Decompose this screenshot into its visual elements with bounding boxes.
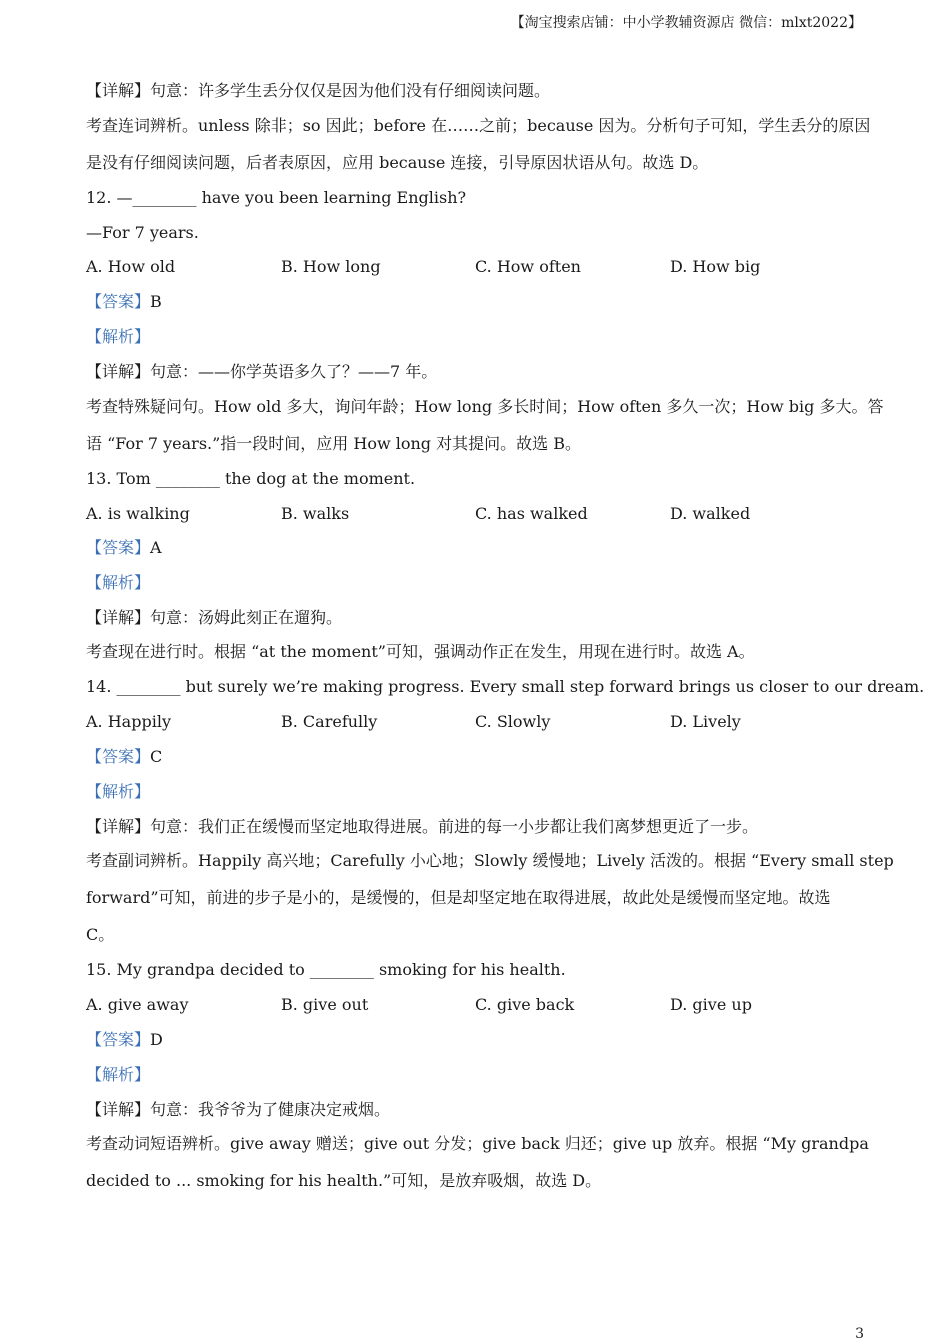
q13-stem: 13. Tom ________ the dog at the moment. xyxy=(86,469,416,488)
q15-analysis-line-2: decided to ... smoking for his health.”可知，是放弃吸烟，故选 D。 xyxy=(86,1171,602,1190)
q15-option-a: A. give away xyxy=(86,995,189,1014)
q12-detail: 【详解】句意：——你学英语多久了？——7 年。 xyxy=(86,362,438,381)
q15-answer xyxy=(86,1029,163,1051)
q12-answer xyxy=(86,291,162,313)
q14-answer xyxy=(86,746,162,768)
q11-detail: 【详解】句意：许多学生丢分仅仅是因为他们没有仔细阅读问题。 xyxy=(86,81,551,100)
q11-analysis-line-2: 是没有仔细阅读问题，后者表原因，应用 because 连接，引导原因状语从句。故选 D。 xyxy=(86,153,709,172)
q14-analysis-line-1: 考查副词辨析。Happily 高兴地；Carefully 小心地；Slowly 缓慢地；Lively 活泼的。根据 “Every small step xyxy=(86,851,894,870)
q12-option-d: D. How big xyxy=(670,257,761,276)
q14-option-c: C. Slowly xyxy=(475,712,551,731)
q14-stem: 14. ________ but surely we’re making progress. Every small step forward brings us closer to our dream. xyxy=(86,677,925,696)
q12-option-c: C. How often xyxy=(475,257,581,276)
q13-explain-label: 【解析】 xyxy=(86,573,151,592)
q13-option-b: B. walks xyxy=(281,504,350,523)
page-header: 【淘宝搜索店铺：中小学教辅资源店 微信：mlxt2022】 xyxy=(510,15,862,31)
q12-answer-label: 【答案】 xyxy=(86,292,151,311)
q15-explain-label: 【解析】 xyxy=(86,1065,151,1084)
q12-stem: 12. —________ have you been learning English? xyxy=(86,188,467,207)
q12-analysis-line-1: 考查特殊疑问句。How old 多大，询问年龄；How long 多长时间；How often 多久一次；How big 多大。答 xyxy=(86,397,884,416)
q15-option-b: B. give out xyxy=(281,995,369,1014)
q12-analysis-line-2: 语 “For 7 years.”指一段时间，应用 How long 对其提问。故选 B。 xyxy=(86,434,581,453)
q15-option-d: D. give up xyxy=(670,995,752,1014)
q13-answer-label: 【答案】 xyxy=(86,538,151,557)
q14-option-b: B. Carefully xyxy=(281,712,378,731)
q15-detail: 【详解】句意：我爷爷为了健康决定戒烟。 xyxy=(86,1100,391,1119)
q13-answer xyxy=(86,537,162,559)
q14-option-a: A. Happily xyxy=(86,712,171,731)
q14-analysis-line-3: C。 xyxy=(86,925,115,944)
q13-detail: 【详解】句意：汤姆此刻正在遛狗。 xyxy=(86,608,343,627)
q13-answer-value: A xyxy=(150,538,162,557)
q13-option-a: A. is walking xyxy=(86,504,190,523)
q14-explain-label: 【解析】 xyxy=(86,782,151,801)
q14-analysis-line-2: forward”可知，前进的步子是小的，是缓慢的，但是却坚定地在取得进展，故此处是缓慢而坚定地。故选 xyxy=(86,888,831,907)
q13-analysis-line-1: 考查现在进行时。根据 “at the moment”可知，强调动作正在发生，用现在进行时。故选 A。 xyxy=(86,642,755,661)
q12-option-b: B. How long xyxy=(281,257,381,276)
q14-option-d: D. Lively xyxy=(670,712,741,731)
q11-analysis-line-1: 考查连词辨析。unless 除非；so 因此；before 在……之前；because 因为。分析句子可知，学生丢分的原因 xyxy=(86,116,871,135)
q15-answer-value: D xyxy=(150,1030,163,1049)
q14-answer-label: 【答案】 xyxy=(86,747,151,766)
q12-answer-value: B xyxy=(150,292,162,311)
q15-option-c: C. give back xyxy=(475,995,575,1014)
q12-stem-reply: —For 7 years. xyxy=(86,223,199,242)
q15-stem: 15. My grandpa decided to ________ smoking for his health. xyxy=(86,960,566,979)
q12-option-a: A. How old xyxy=(86,257,176,276)
q13-option-d: D. walked xyxy=(670,504,751,523)
q15-answer-label: 【答案】 xyxy=(86,1030,151,1049)
page-number: 3 xyxy=(855,1326,864,1342)
q14-answer-value: C xyxy=(150,747,163,766)
q15-analysis-line-1: 考查动词短语辨析。give away 赠送；give out 分发；give back 归还；give up 放弃。根据 “My grandpa xyxy=(86,1134,869,1153)
q14-detail: 【详解】句意：我们正在缓慢而坚定地取得进展。前进的每一小步都让我们离梦想更近了一步。 xyxy=(86,817,759,836)
q13-option-c: C. has walked xyxy=(475,504,588,523)
q12-explain-label: 【解析】 xyxy=(86,327,151,346)
